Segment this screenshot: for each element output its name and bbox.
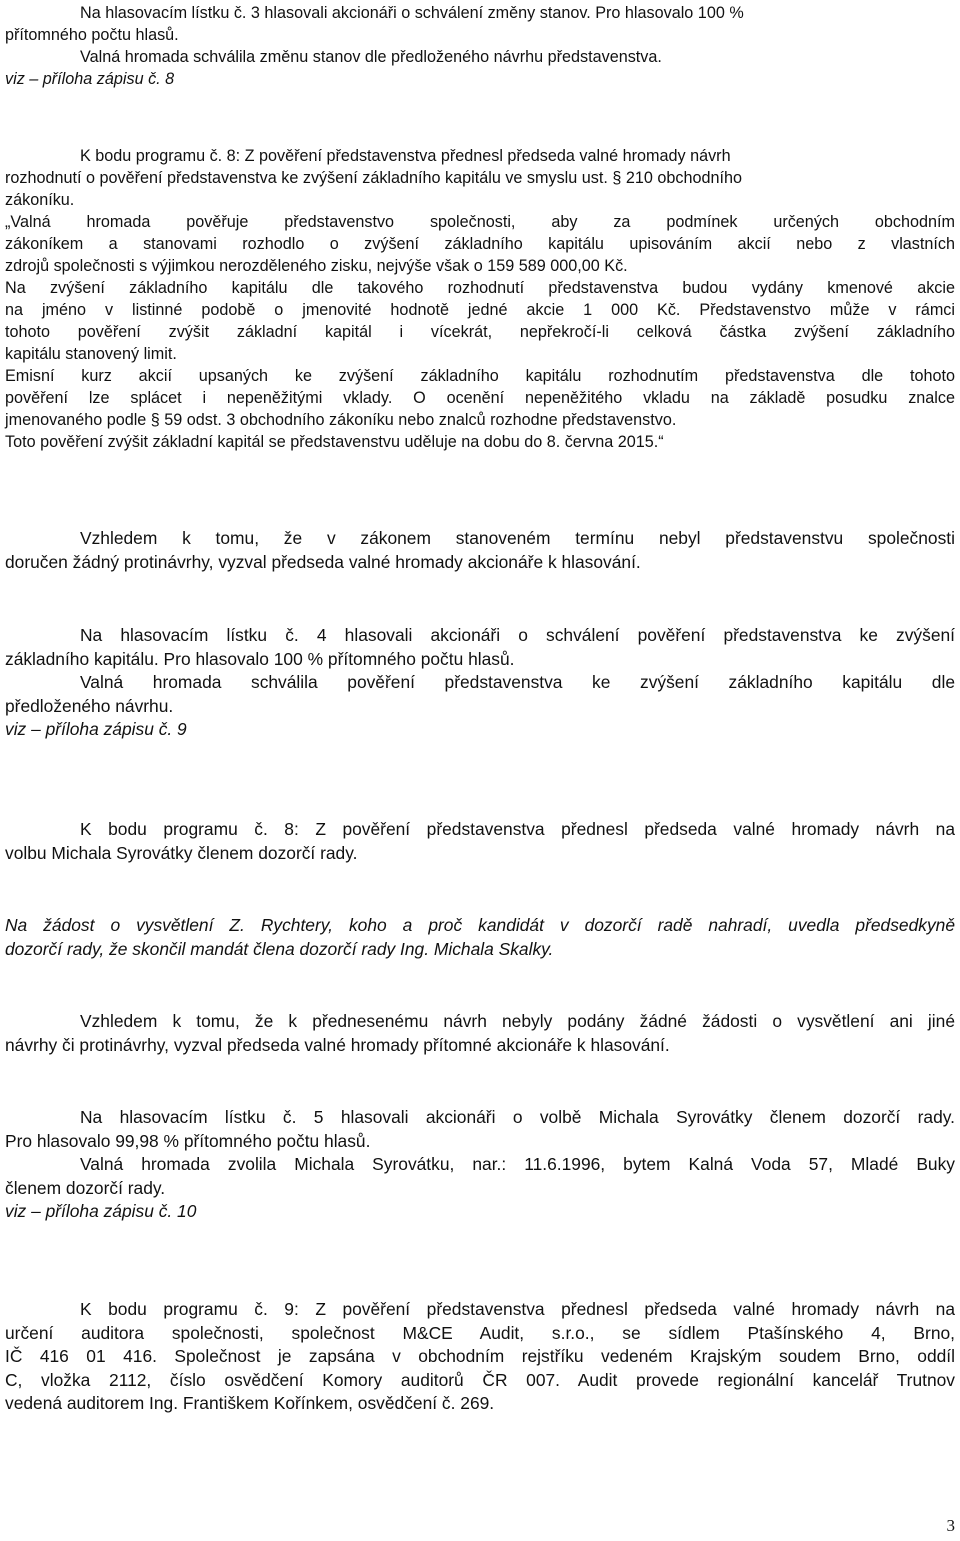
text-line: volbu Michala Syrovátky členem dozorčí rady.	[5, 842, 358, 863]
vote-3-continuation	[5, 24, 955, 46]
vote-3-result	[80, 46, 955, 68]
text-line: rozhodnutí o pověření představenstva ke zvýšení základního kapitálu ve smyslu ust. § 210 obchodního	[5, 169, 742, 187]
text-line: tohoto pověření zvýšit základní kapitál i vícekrát, nepřekročí-li celková částka zvýšení základního	[5, 323, 955, 341]
text-line: Vzhledem k tomu, že v zákonem stanoveném termínu nebyl představenstvu společnosti	[80, 528, 955, 548]
text-line: kapitálu stanovený limit.	[5, 345, 177, 363]
text-line: zdrojů společnosti s výjimkou nerozděleného zisku, nejvýše však o 159 589 000,00 Kč.	[5, 257, 628, 275]
text-line: Na hlasovacím lístku č. 5 hlasovali akcionáři o volbě Michala Syrovátky členem dozorčí rady.	[80, 1107, 955, 1127]
agenda-item-8b	[5, 818, 955, 865]
text-line: IČ 416 01 416. Společnost je zapsána v obchodním rejstříku vedeném Krajským soudem Brno, oddíl	[5, 1346, 955, 1366]
text-line: přítomného počtu hlasů.	[5, 26, 179, 44]
annex-reference: viz – příloha zápisu č. 9	[5, 719, 187, 739]
page-number: 3	[946, 1516, 955, 1535]
text-line: dozorčí rady, že skončil mandát člena dozorčí rady Ing. Michala Skalky.	[5, 938, 554, 959]
text-line: K bodu programu č. 9: Z pověření představenstva přednesl předseda valné hromady návrh na	[80, 1299, 955, 1319]
text-line: Na zvýšení základního kapitálu dle takového rozhodnutí představenstva budou vydány kmenové akcie	[5, 279, 955, 297]
agenda-item-9	[5, 1298, 955, 1416]
text-line: K bodu programu č. 8: Z pověření představenstva přednesl předseda valné hromady návrh na	[80, 819, 955, 839]
no-counterproposal-paragraph-1	[5, 527, 955, 574]
vote-4-paragraph	[5, 624, 955, 742]
text-line: Valná hromada schválila pověření představenstva ke zvýšení základního kapitálu dle	[80, 672, 955, 692]
text-line: návrhy či protinávrhy, vyzval předseda valné hromady přítomné akcionáře k hlasování.	[5, 1034, 670, 1055]
annex-reference: viz – příloha zápisu č. 10	[5, 1201, 197, 1221]
text-line: Pro hlasovalo 99,98 % přítomného počtu hlasů.	[5, 1130, 371, 1151]
text-line: Na hlasovacím lístku č. 4 hlasovali akcionáři o schválení pověření představenstva ke zvýšení	[80, 625, 955, 645]
agenda-item-8a	[5, 145, 955, 453]
text-line: C, vložka 2112, číslo osvědčení Komory auditorů ČR 007. Audit provede regionální kancelář Trutnov	[5, 1369, 955, 1390]
text-line: K bodu programu č. 8: Z pověření představenstva přednesl předseda valné hromady návrh	[80, 147, 731, 165]
text-line: Emisní kurz akcií upsaných ke zvýšení základního kapitálu rozhodnutím představenstva dle tohoto	[5, 367, 955, 385]
text-line: předloženého návrhu.	[5, 695, 174, 716]
text-line: zákoníku.	[5, 191, 75, 209]
text-line: Toto pověření zvýšit základní kapitál se představenstvu uděluje na dobu do 8. června 2015.“	[5, 433, 664, 451]
text-line: pověření lze splácet i nepeněžitými vklady. O ocenění nepeněžitého vkladu na základě posudku znalce	[5, 389, 955, 407]
text-line: Valná hromada schválila změnu stanov dle předloženého návrhu představenstva.	[80, 48, 662, 66]
no-counterproposal-paragraph-2	[5, 1010, 955, 1057]
text-line: zákoníkem a stanovami rozhodlo o zvýšení základního kapitálu upisováním akcií nebo z vlastních	[5, 235, 955, 253]
text-line: členem dozorčí rady.	[5, 1177, 166, 1198]
vote-3-paragraph	[80, 2, 955, 24]
text-line: určení auditora společnosti, společnost M&CE Audit, s.r.o., se sídlem Ptašínského 4, Brno,	[5, 1322, 955, 1343]
text-line: vedená auditorem Ing. Františkem Kořínkem, osvědčení č. 269.	[5, 1393, 495, 1413]
vote-3-annex	[5, 68, 955, 90]
text-line: Valná hromada zvolila Michala Syrovátku, nar.: 11.6.1996, bytem Kalná Voda 57, Mladé Buky	[80, 1154, 955, 1174]
text-line: „Valná hromada pověřuje představenstvo společnosti, aby za podmínek určených obchodním	[5, 213, 955, 231]
text-line: Vzhledem k tomu, že k přednesenému návrh nebyly podány žádné žádosti o vysvětlení ani jiné	[80, 1011, 955, 1031]
text-line: doručen žádný protinávrhy, vyzval předseda valné hromady akcionáře k hlasování.	[5, 551, 641, 572]
text-line: na jméno v listinné podobě o jmenovité hodnotě jedné akcie 1 000 Kč. Představenstvo může v rámci	[5, 301, 955, 319]
vote-5-paragraph	[5, 1106, 955, 1224]
text-line: jmenovaného podle § 59 odst. 3 obchodního zákoníku nebo znalců rozhodne představenstvo.	[5, 411, 677, 429]
text-line: základního kapitálu. Pro hlasovalo 100 % přítomného počtu hlasů.	[5, 648, 515, 669]
question-paragraph	[5, 914, 955, 961]
annex-reference: viz – příloha zápisu č. 8	[5, 70, 175, 88]
text-line: Na žádost o vysvětlení Z. Rychtery, koho a proč kandidát v dozorčí radě nahradí, uvedla předsedkyně	[5, 915, 955, 935]
text-line: Na hlasovacím lístku č. 3 hlasovali akcionáři o schválení změny stanov. Pro hlasovalo 100 %	[80, 4, 744, 22]
